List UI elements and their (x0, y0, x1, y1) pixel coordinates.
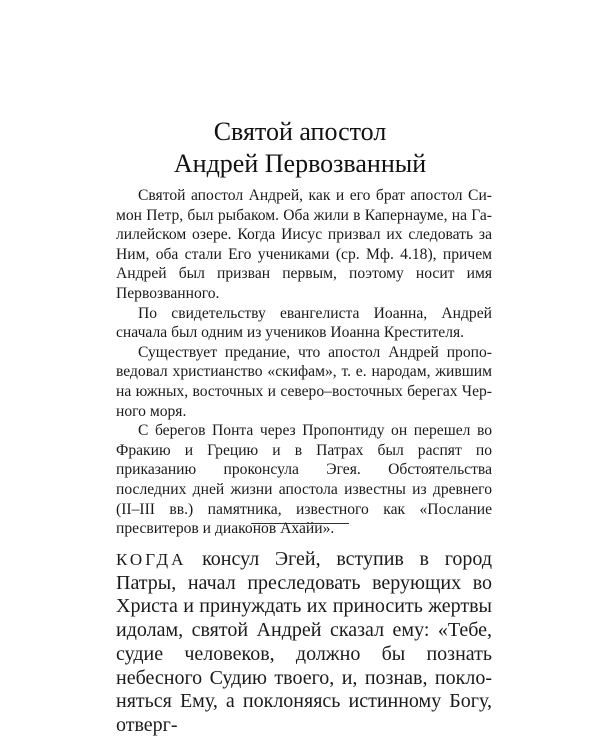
lead-word: КОГДА (116, 550, 187, 569)
chapter-title-line-2: Андрей Первозванный (173, 149, 427, 178)
section-divider (251, 523, 349, 524)
chapter-title (0, 116, 600, 180)
intro-paragraph: По свидетельству евангелиста Иоанна, Андрей сначала был одним из учеников Иоанна Крестителя. (116, 304, 492, 342)
chapter-title-line-1: Святой апостол (213, 117, 387, 146)
main-text (116, 548, 492, 738)
intro-paragraph: Существует предание, что апостол Андрей проповедовал христианство «скифам», т. е. народам, жившим на южных, восточных и северо–восточных берегах Черного моря. (116, 343, 492, 420)
main-paragraph (116, 548, 492, 738)
intro-section (116, 186, 492, 539)
main-paragraph-text: консул Эгей, вступив в город Патры, начал преследовать верующих во Христа и принуждать их приносить жертвы идолам, святой Андрей сказал ему: «Тебе, судие человеков, должно бы познать небесного Судию твоего, и, познав, поклоняться Ему, а поклоняясь истинному Богу, отверг- (116, 548, 492, 736)
intro-paragraph: Святой апостол Андрей, как и его брат апостол Симон Петр, был рыбаком. Оба жили в Капернауме, на Галилейском озере. Когда Иисус призвал их следовать за Ним, оба стали Его учениками (ср. Мф. 4.18), причем Андрей был призван первым, поэтому носит имя Первозванного. (116, 187, 492, 302)
intro-paragraph: С берегов Понта через Пропонтиду он перешел во Фракию и Грецию и в Патрах был распят по приказанию проконсула Эгея. Обстоятельства последних дней жизни апостола известны из древнего (II–III вв.) памятника, известного как «Послание пресвитеров и диаконов Ахайи». (116, 422, 492, 538)
